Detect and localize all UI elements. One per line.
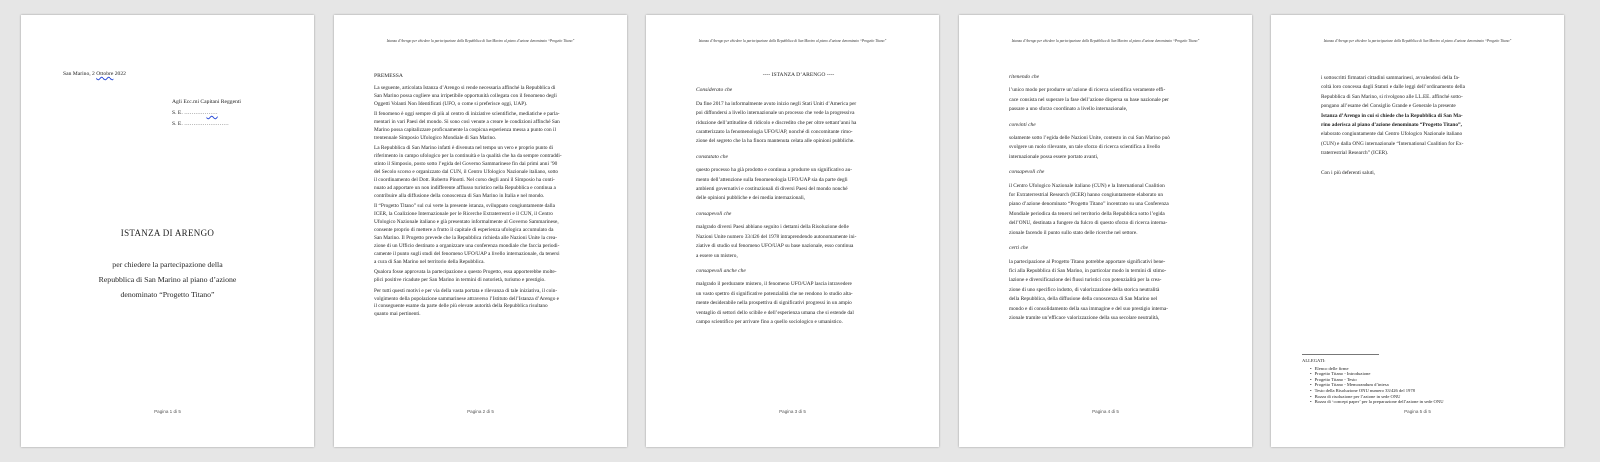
paragraph: il Centro Ufologico Nazionale italiano (CUN) e la International Coalition for Extraterrestrial Research (ICER) hanno congiuntamente elaborato un piano d’azione denominato “Progetto Titano” incentrato su una Conferenza Mondiale periodica da tenersi nel territorio della Repubblica sotto l’egida dell’ONU, destinata a fungere da fulcro di questo sforzo di ricerca interna- zionale facendo il punto sullo stato delle ricerche nel settore.: [1009, 182, 1169, 236]
page-footer: Pagina 2 di 5: [467, 409, 494, 414]
date-prefix: San Marino, 2: [63, 71, 97, 77]
page-body: [1009, 73, 1214, 326]
section-heading: ---- ISTANZA D’ARENGO ----: [762, 72, 835, 78]
paragraph: La Repubblica di San Marino infatti è divenuta nel tempo un vero e proprio punto di riferimento in campo ufologico per la continuità e la qualità che ha da sempre contraddi- stinto il Simposio, posto sotto l’egida del Governo Sammarinese fin dai primi anni ’90 del Secolo scorso e organizzato dal CUN, il Centro Ufologico Nazionale italiano, sotto il coordinamento del Dott. Roberto Pinotti. Nel corso degli anni il Simposio ha conti- nuato ad apportare un non indifferente afflusso turistico nella Repubblica e continua a contribuire alla diffusione della conoscenza di San Marino in Italia e nel mondo.: [374, 145, 562, 199]
se1-wavy: ……: [206, 110, 218, 116]
list-item: • Testo della Risoluzione ONU numero 33/426 del 1978: [1310, 388, 1444, 394]
page-footer: Pagina 5 di 5: [1404, 409, 1431, 414]
page-2: [334, 15, 627, 447]
clause-heading: convinti che: [1009, 121, 1036, 128]
page-footer: Pagina 3 di 5: [779, 409, 806, 414]
clause-heading: consapevoli che: [696, 210, 732, 217]
clause-heading: consapevoli anche che: [696, 267, 746, 274]
date-suffix: 2022: [113, 71, 126, 77]
addressee-se2: S. E. ……………………: [172, 121, 229, 127]
bold-text: Istanza d’Arengo in cui si chiede che la Repubblica di San Ma-: [1321, 112, 1463, 119]
list-item: • Progetto Titano - Memorandum d’intesa: [1310, 382, 1444, 388]
attachments-block: [1302, 358, 1444, 405]
document-subtitle: [21, 257, 314, 302]
paragraph: malgrado il perdurante mistero, il fenomeno UFO/UAP lascia intravedere un vasto spettro di significative potenzialità che ne rendono lo studio alta- mente desiderabile nella prospettiva di significativi progressi in un ampio ventaglio di settori dello scibile e dell’esperienza umana che si estende dal campo scientifico per arrivare fino a quello sociologico e umanistico.: [696, 281, 854, 325]
list-item: • Elenco delle firme: [1310, 366, 1444, 372]
addressee: Agli Ecc.mi Capitani Reggenti: [172, 99, 241, 105]
clause-heading: consapevoli che: [1009, 169, 1045, 176]
subtitle-line: per chiedere la partecipazione della: [112, 260, 223, 269]
date-month: Ottobre: [96, 71, 114, 77]
bold-text: rino aderisca al piano d’azione denominato “Progetto Titano”,: [1321, 122, 1462, 129]
addressee-se1: [172, 108, 241, 119]
paragraph: i sottoscritti firmatari cittadini sammarinesi, avvalendosi della fa- coltà loro concessa dagli Statuti e dalle leggi dell’ordinamento della Repubblica di San Marino, si rivolgono alle LL.EE. affinché sotto- pongano all’esame del Consiglio Grande e Generale la presente Istanza d’Arengo in cui si chiede che la Repubblica di San Ma- rino aderisca al piano d’azione denominato “Progetto Titano”, elaborato congiuntamente dal Centro Ufologico Nazionale italiano (CUN) e dalla ONG internazionale “International Coalition for Ex- traterrestrial Research” (ICER).: [1321, 74, 1526, 159]
page-header: Istanza d’Arengo per chiedere la partecipazione della Repubblica di San Marino al piano d’azione denominato “Progetto Titano”: [1011, 39, 1200, 43]
se1-prefix: S. E. …………: [172, 110, 207, 116]
document-title: ISTANZA DI ARENGO: [120, 228, 215, 238]
clause-heading: Considerato che: [696, 87, 733, 94]
paragraph: Da fine 2017 ha informalmente avuto inizio negli Stati Uniti d’America per poi diffondersi a livello internazionale un processo che vede la progressiva riduzione dell’attitudine di ridicolo e discredito che per oltre settant’anni ha caratterizzato la fenomenologia UFO/UAP, nonché di concomitante rimo- zione del segreto che la ha finora mantenuta celata alle opinioni pubbliche.: [696, 100, 857, 145]
list-item: • Bozza di risoluzione per l’azione in sede ONU: [1310, 394, 1444, 400]
paragraph: Per tutti questi motivi e per via della vasta portata e rilevanza di tale iniziativa, il coin- volgimento della popolazione sammarinese attraverso l’Istituto dell’Istanza d’Arengo e il conseguente esame da parte delle più elevate autorità della Repubblica risultano quanto mai pertinenti.: [374, 287, 560, 318]
paragraph: questo processo ha già prodotto e continua a produrre un significativo au- mento dell’attenzione sulla fenomenologia UFO/UAP sia da parte degli ambienti governativi e costituzionali di diversi Paesi del mondo nonché delle opinioni pubbliche e dei media internazionali,: [696, 167, 853, 202]
subtitle-line: denominato “Progetto Titano”: [120, 290, 215, 299]
clause-heading: ritenendo che: [1009, 74, 1040, 80]
page-body: [696, 71, 901, 330]
page-header: Istanza d’Arengo per chiedere la partecipazione della Repubblica di San Marino al piano d’azione denominato “Progetto Titano”: [1323, 39, 1512, 43]
page-header: Istanza d’Arengo per chiedere la partecipazione della Repubblica di San Marino al piano d’azione denominato “Progetto Titano”: [698, 39, 887, 43]
paragraph: La seguente, articolata Istanza d’Arengo si rende necessaria affinché la Repubblica di San Marino possa cogliere una irripetibile opportunità collegata con il fenomeno degli Oggetti Volanti Non Identificati (UFO, o come si preferisce oggi, UAP).: [374, 84, 557, 107]
page-1: [21, 15, 314, 447]
page-4: [959, 15, 1252, 447]
page-5: [1271, 15, 1564, 447]
paragraph: la partecipazione al Progetto Titano potrebbe apportare significativi bene- fici alla Repubblica di San Marino, in particolar modo in termini di stimo- lazione e diversificazione dei flussi turistici con potenzialità per la crea- zione di uno specifico indotto, di valorizzazione della storica neutralità della Repubblica, della diffusione della conoscenza di San Marino nel mondo e di consolidamento della sua immagine e del suo prestigio interna- zionale tramite un’efficace valorizzazione della sua secolare neutralità,: [1009, 258, 1169, 321]
paragraph: solamente sotto l’egida delle Nazioni Unite, contesto in cui San Marino può svolgere un ruolo rilevante, un tale sforzo di ricerca scientifica a livello internazionale possa essere portato avanti,: [1009, 135, 1170, 160]
clause-heading: constatato che: [696, 153, 728, 160]
paragraph: malgrado diversi Paesi abbiano seguito i dettami della Risoluzione delle Nazioni Unite numero 33/426 del 1978 intraprendendo autonomamente ini- ziative di studio sul fenomeno UFO/UAP su base nazionale, esso continua a essere un mistero,: [696, 224, 857, 259]
date-line: [63, 71, 126, 79]
clause-heading: certi che: [1009, 245, 1029, 252]
list-item: • Progetto Titano - Introduzione: [1310, 371, 1444, 377]
attachments-divider: [1302, 354, 1379, 355]
section-heading: PREMESSA: [374, 73, 403, 79]
paragraph: Qualora fosse approvata la partecipazione a questo Progetto, essa apporterebbe molte- plici positive ricadute per San Marino in termini di notorietà, turismo e prestigio.: [374, 269, 557, 284]
page-footer: Pagina 4 di 5: [1092, 409, 1119, 414]
page-3: [646, 15, 939, 447]
paragraph: Il fenomeno è oggi sempre di più al centro di iniziative scientifiche, mediatiche e parla- mentari in vari Paesi del mondo. Si sono così venute a creare le condizioni affinché San Marino possa capitalizzare proficuamente la cospicua esperienza messa a punto con il trentennale Simposio Ufologico Mondiale di San Marino.: [374, 111, 560, 141]
attachments-list: [1310, 366, 1444, 405]
page-body: [374, 73, 589, 322]
paragraph: l’unico modo per produrre un’azione di ricerca scientifica veramente effi- cace consista nel superare la fase dell’azione dispersa su base nazionale per passare a uno sforzo coordinato a livello internazionale,: [1009, 87, 1169, 113]
subtitle-line: Repubblica di San Marino al piano d’azione: [98, 275, 237, 284]
page-footer: Pagina 1 di 5: [154, 409, 181, 414]
paragraph: Il “Progetto Titano” sul cui verte la presente istanza, sviluppato congiuntamente dalla ICER, la Coalizione Internazionale per le Ricerche Extraterrestri e il CUN, il Centro Ufologico Nazionale italiano e già presentato informalmente al Governo Sammarinese, consente proprio di mettere a frutto il capitale di esperienza ufologica accumulato da San Marino. Il Progetto prevede che la Repubblica richieda alle Nazioni Unite la crea- zione di un Ufficio destinato a organizzare una conferenza mondiale che faccia periodi- camente il punto sugli studi del fenomeno UFO/UAP a livello internazionale, da tenersi a cura di San Marino nel territorio della Repubblica.: [374, 203, 560, 265]
page-body: [1321, 74, 1526, 181]
page-header: Istanza d’Arengo per chiedere la partecipazione della Repubblica di San Marino al piano d’azione denominato “Progetto Titano”: [386, 39, 575, 43]
list-item: • Bozza di ‘concept paper’ per la preparazione dell’azione in sede ONU: [1310, 399, 1444, 405]
greeting: Con i più deferenti saluti,: [1321, 169, 1375, 176]
attachments-title: ALLEGATI:: [1302, 358, 1326, 363]
addressee-block: [172, 97, 241, 130]
list-item: • Progetto Titano - Testo: [1310, 377, 1444, 383]
